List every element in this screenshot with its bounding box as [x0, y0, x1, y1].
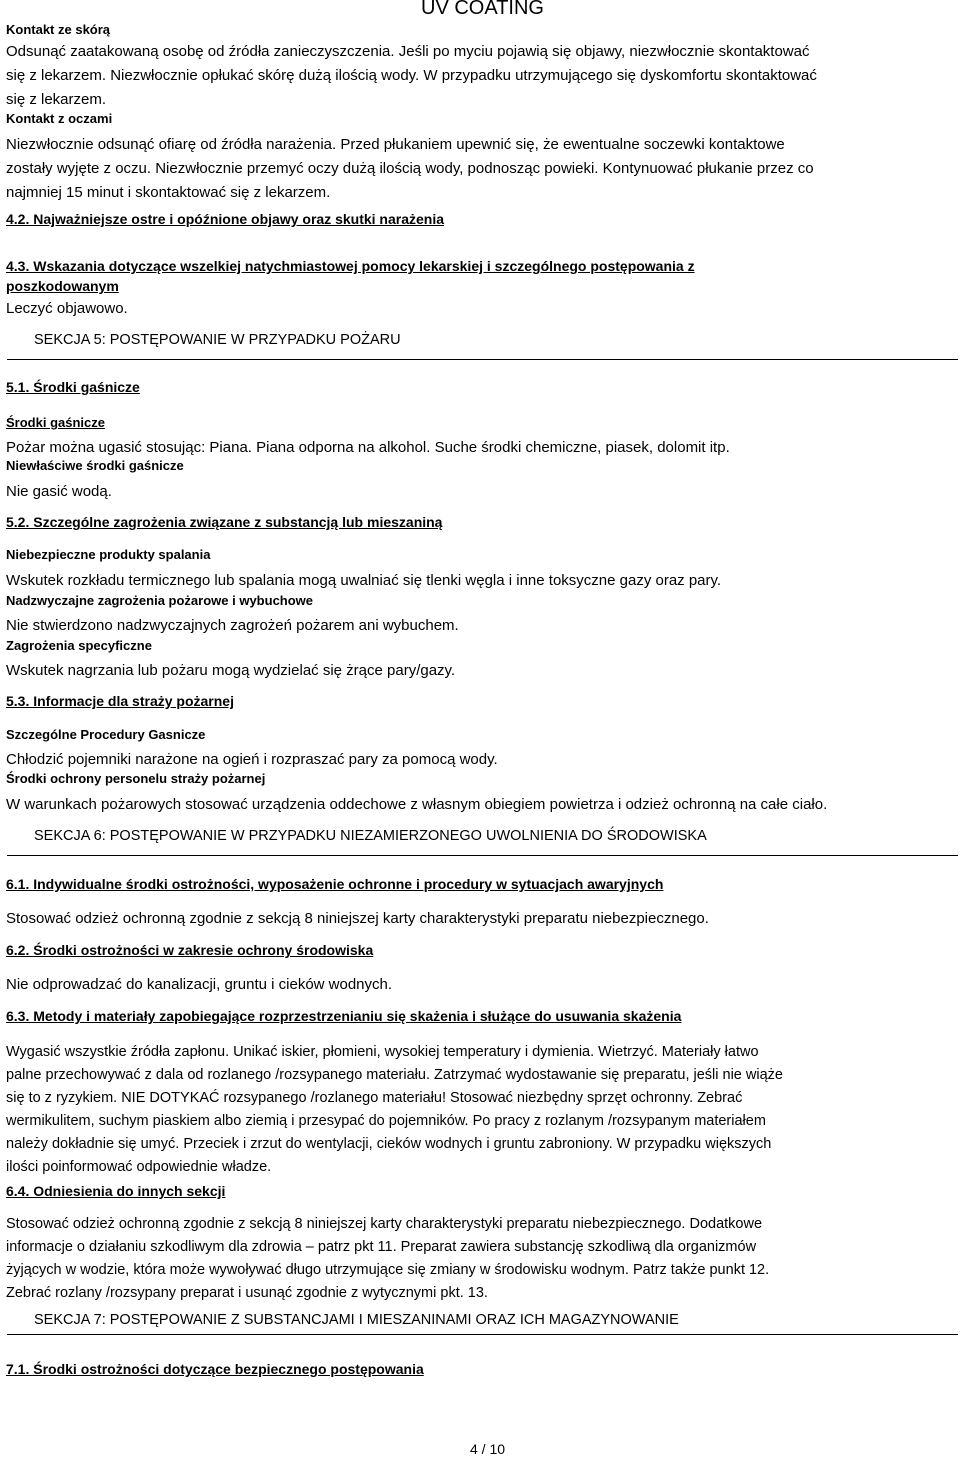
firefighter-protection-text: W warunkach pożarowych stosować urządzenia oddechowe z własnym obiegiem powietrza i odzież ochronną na całe ciało.	[6, 796, 828, 813]
heading-6-4: 6.4. Odniesienia do innych sekcji	[6, 1183, 226, 1199]
specific-hazards-label: Zagrożenia specyficzne	[6, 638, 152, 653]
combustion-products-label: Niebezpieczne produkty spalania	[6, 547, 211, 562]
text-6-2: Nie odprowadzać do kanalizacji, gruntu i cieków wodnych.	[6, 976, 393, 993]
heading-6-3: 6.3. Metody i materiały zapobiegające rozprzestrzenianiu się skażenia i służące do usuwania skażenia	[6, 1008, 682, 1024]
eye-contact-label: Kontakt z oczami	[6, 111, 113, 126]
heading-4-3-line1: 4.3. Wskazania dotyczące wszelkiej natychmiastowej pomocy lekarskiej i szczególnego postępowania z	[6, 258, 695, 274]
heading-5-1: 5.1. Środki gaśnicze	[6, 379, 140, 395]
document-title: UV COATING	[421, 0, 544, 19]
unusual-hazards-text: Nie stwierdzono nadzwyczajnych zagrożeń pożarem ani wybuchem.	[6, 617, 459, 634]
text-line: Stosować odzież ochronną zgodnie z sekcją 8 niniejszej karty charakterystyki preparatu niebezpiecznego. Dodatkowe	[6, 1216, 763, 1232]
unsuitable-media-label: Niewłaściwe środki gaśnicze	[6, 458, 184, 473]
skin-contact-text	[6, 40, 817, 112]
section-6-heading: SEKCJA 6: POSTĘPOWANIE W PRZYPADKU NIEZAMIERZONEGO UWOLNIENIA DO ŚRODOWISKA	[7, 818, 958, 856]
text-line: należy dokładnie się umyć. Przeciek i zrzut do wentylacji, cieków wodnych i gruntu zabroniony. W przypadku większych	[6, 1136, 772, 1152]
heading-4-2: 4.2. Najważniejsze ostre i opóźnione objawy oraz skutki narażenia	[6, 211, 445, 227]
extinguishing-media-label: Środki gaśnicze	[6, 415, 105, 430]
text-line: się to z ryzykiem. NIE DOTYKAĆ rozsypanego /rozlanego materiału! Stosować niezbędny sprzęt ochronny. Zebrać	[6, 1090, 743, 1106]
text-line: najmniej 15 minut i skontaktować się z lekarzem.	[6, 184, 331, 201]
section-5-heading: SEKCJA 5: POSTĘPOWANIE W PRZYPADKU POŻARU	[7, 322, 958, 360]
text-line: Odsunąć zaatakowaną osobę od źródła zanieczyszczenia. Jeśli po myciu pojawią się objawy, niezwłocznie skontaktować	[6, 43, 810, 60]
heading-5-2: 5.2. Szczególne zagrożenia związane z substancją lub mieszaniną	[6, 514, 443, 530]
text-line: palne przechowywać z dala od rozlanego /rozsypanego materiału. Zatrzymać wydostawanie się preparatu, jeśli nie wiąże	[6, 1067, 783, 1083]
unsuitable-media-text: Nie gasić wodą.	[6, 483, 112, 500]
skin-contact-label: Kontakt ze skórą	[6, 22, 111, 37]
section-7-heading: SEKCJA 7: POSTĘPOWANIE Z SUBSTANCJAMI I MIESZANINAMI ORAZ ICH MAGAZYNOWANIE	[7, 1309, 958, 1335]
text-line: Zebrać rozlany /rozsypany preparat i usunąć zgodnie z wytycznymi pkt. 13.	[6, 1285, 488, 1301]
text-line: żyjących w wodzie, która może wywoływać długo utrzymujące się zmiany w środowisku wodnym. Patrz także punkt 12.	[6, 1262, 770, 1278]
firefighting-procedures-label: Szczególne Procedury Gasnicze	[6, 727, 206, 742]
text-line: Niezwłocznie odsunąć ofiarę od źródła narażenia. Przed płukaniem upewnić się, że ewentualne soczewki kontaktowe	[6, 136, 785, 153]
text-6-3	[6, 1041, 783, 1179]
specific-hazards-text: Wskutek nagrzania lub pożaru mogą wydzielać się żrące pary/gazy.	[6, 662, 456, 679]
text-line: informacje o działaniu szkodliwym dla zdrowia – patrz pkt 11. Preparat zawiera substancję szkodliwą dla organizmów	[6, 1239, 757, 1255]
unusual-hazards-label: Nadzwyczajne zagrożenia pożarowe i wybuchowe	[6, 593, 314, 608]
text-6-4	[6, 1213, 769, 1305]
text-line: ilości poinformować odpowiednie władze.	[6, 1159, 272, 1175]
extinguishing-media-text: Pożar można ugasić stosując: Piana. Piana odporna na alkohol. Suche środki chemiczne, piasek, dolomit itp.	[6, 439, 730, 456]
treatment-text: Leczyć objawowo.	[6, 300, 128, 317]
page-number: 4 / 10	[470, 1441, 506, 1457]
combustion-products-text: Wskutek rozkładu termicznego lub spalania mogą uwalniać się tlenki węgla i inne toksyczne gazy oraz pary.	[6, 572, 722, 589]
firefighting-procedures-text: Chłodzić pojemniki narażone na ogień i rozpraszać pary za pomocą wody.	[6, 751, 498, 768]
heading-7-1: 7.1. Środki ostrożności dotyczące bezpiecznego postępowania	[6, 1361, 424, 1377]
text-line: wermikulitem, suchym piaskiem albo ziemią i przesypać do pojemników. Po pracy z rozlanym /rozsypanym materiałem	[6, 1113, 766, 1129]
text-line: zostały wyjęte z oczu. Niezwłocznie przemyć oczy dużą ilością wody, podnosząc powieki. Kontynuować płukanie przez co	[6, 160, 814, 177]
eye-contact-text	[6, 133, 814, 205]
text-line: się z lekarzem. Niezwłocznie opłukać skórę dużą ilością wody. W przypadku utrzymującego się dyskomfortu skontaktować	[6, 67, 817, 84]
heading-6-1: 6.1. Indywidualne środki ostrożności, wyposażenie ochronne i procedury w sytuacjach awaryjnych	[6, 876, 664, 892]
heading-6-2: 6.2. Środki ostrożności w zakresie ochrony środowiska	[6, 942, 374, 958]
heading-4-3-line2: poszkodowanym	[6, 278, 119, 294]
heading-5-3: 5.3. Informacje dla straży pożarnej	[6, 693, 234, 709]
text-6-1: Stosować odzież ochronną zgodnie z sekcją 8 niniejszej karty charakterystyki preparatu niebezpiecznego.	[6, 910, 709, 927]
text-line: się z lekarzem.	[6, 91, 107, 108]
text-line: Wygasić wszystkie źródła zapłonu. Unikać iskier, płomieni, wysokiej temperatury i dymienia. Wietrzyć. Materiały łatwo	[6, 1044, 759, 1060]
firefighter-protection-label: Środki ochrony personelu straży pożarnej	[6, 771, 266, 786]
